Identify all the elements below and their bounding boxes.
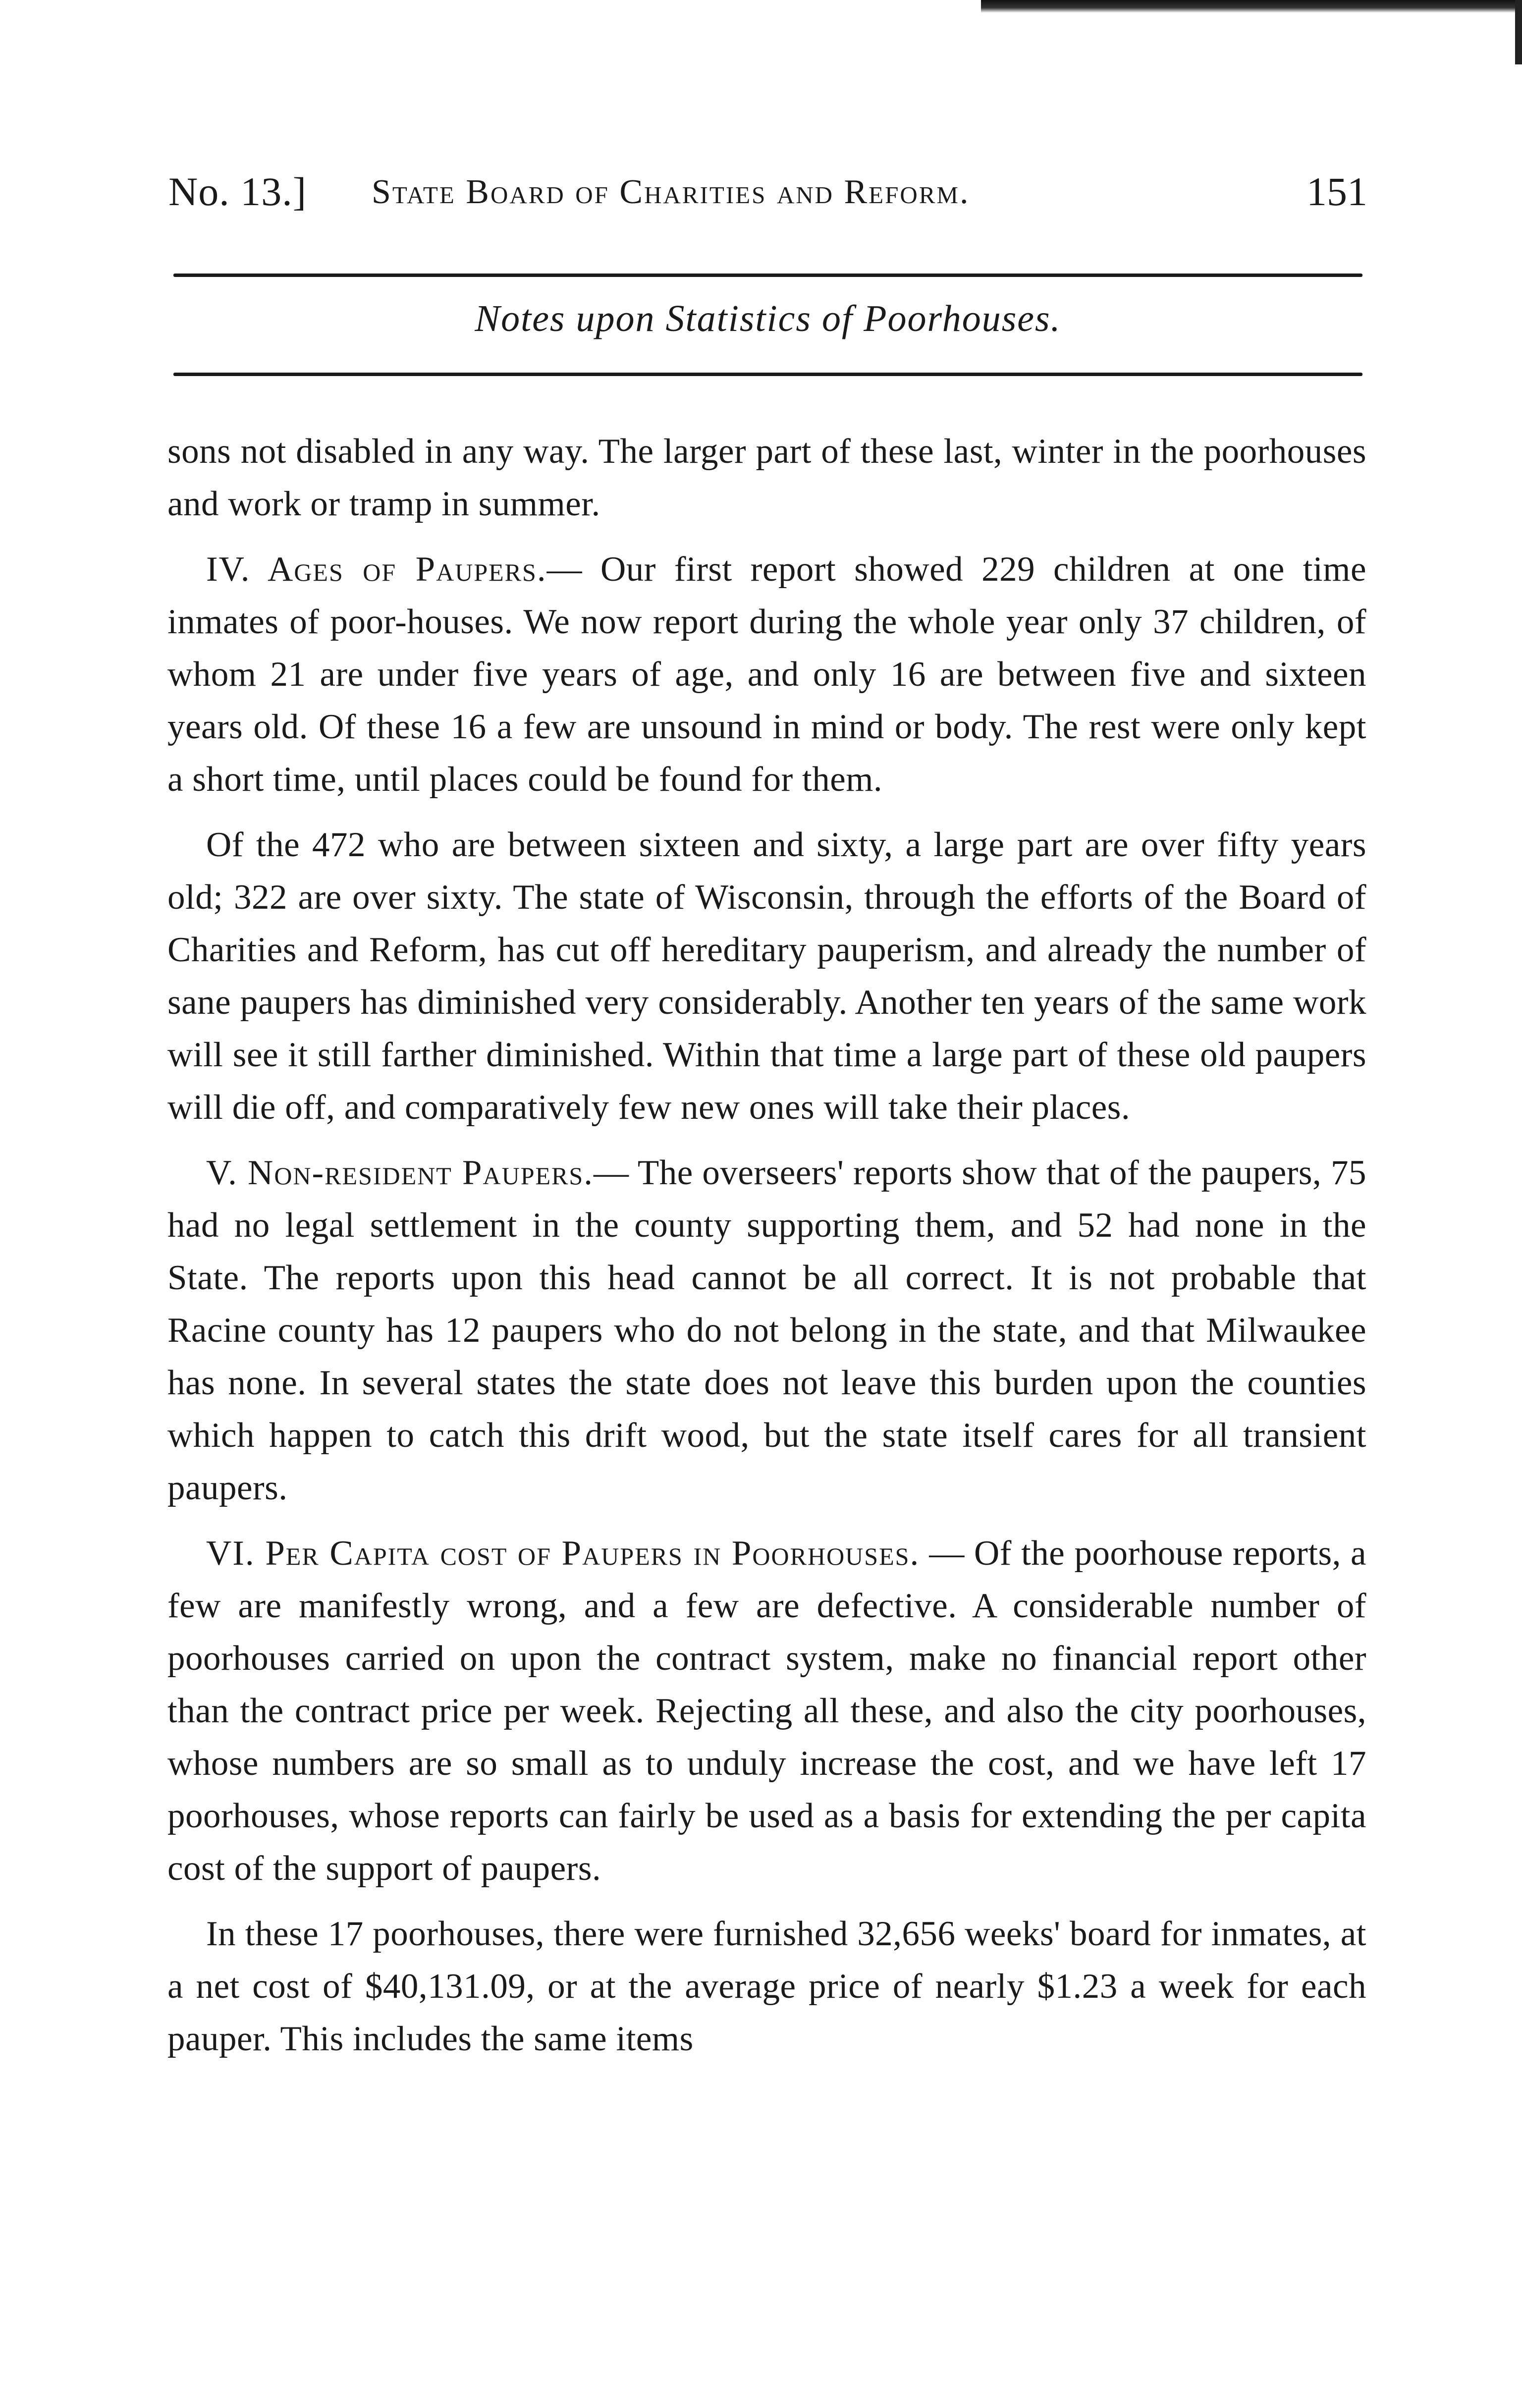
paragraph-text: — Our first report showed 229 children at one time inmates of poor-houses. We now report during the whole year only 37 children, of whom 21 are under five years of age, and only 16 are between five and sixteen years old. Of these 16 a few are unsound in mind or body. The rest were only kept a short time, until places could be found for them. bbox=[167, 550, 1366, 799]
paragraph-seventeen-poorhouses bbox=[167, 1908, 1366, 2065]
bottom-rule bbox=[173, 373, 1362, 376]
scan-edge-right bbox=[1515, 0, 1522, 64]
top-rule bbox=[173, 274, 1362, 277]
paragraph-text: In these 17 poorhouses, there were furnished 32,656 weeks' board for inmates, at a net cost of $40,131.09, or at the average price of nearly $1.23 a week for each pauper. This includes the same items bbox=[167, 1915, 1366, 2058]
paragraph-per-capita-cost bbox=[167, 1527, 1366, 1895]
paragraph-text: sons not disabled in any way. The larger part of these last, winter in the poorhouses and work or tramp in summer. bbox=[167, 432, 1366, 523]
running-head bbox=[168, 168, 1367, 223]
section-heading: V. Non-resident Paupers. bbox=[206, 1153, 594, 1192]
section-subtitle: Notes upon Statistics of Poorhouses. bbox=[475, 298, 1061, 339]
paragraph-text: Of the 472 who are between sixteen and sixty, a large part are over fifty years old; 322 are over sixty. The state of Wisconsin, through the efforts of the Board of Charities and Reform, has cut off hereditary pauperism, and already the number of sane paupers has diminished very considerably. Another ten years of the same work will see it still farther diminished. Within that time a large part of these old paupers will die off, and comparatively few new ones will take their places. bbox=[167, 825, 1366, 1127]
document-number: No. 13.] bbox=[168, 169, 307, 214]
paragraph-non-resident-paupers bbox=[167, 1147, 1366, 1514]
page-number: 151 bbox=[1306, 169, 1367, 214]
section-heading: VI. Per Capita cost of Paupers in Poorhouses. bbox=[206, 1534, 920, 1573]
paragraph-ages-continued bbox=[167, 819, 1366, 1134]
section-heading: IV. Ages of Paupers. bbox=[206, 550, 547, 589]
scan-edge-top bbox=[981, 0, 1522, 13]
paragraph-text: — Of the poorhouse reports, a few are manifestly wrong, and a few are defective. A considerable number of poorhouses carried on upon the contract system, make no financial report other than the contract price per week. Rejecting all these, and also the city poorhouses, whose numbers are so small as to unduly increase the cost, and we have left 17 poorhouses, whose reports can fairly be used as a basis for extending the per capita cost of the support of paupers. bbox=[167, 1534, 1366, 1888]
paragraph-text: — The overseers' reports show that of the paupers, 75 had no legal settlement in the county supporting them, and 52 had none in the State. The reports upon this head cannot be all correct. It is not probable that Racine county has 12 paupers who do not belong in the state, and that Milwaukee has none. In several states the state does not leave this burden upon the counties which happen to catch this drift wood, but the state itself cares for all transient paupers. bbox=[167, 1153, 1366, 1507]
running-title: State Board of Charities and Reform. bbox=[372, 173, 970, 211]
paragraph-continuation bbox=[167, 425, 1366, 530]
body-text bbox=[167, 425, 1366, 2078]
paragraph-ages-of-paupers bbox=[167, 543, 1366, 806]
